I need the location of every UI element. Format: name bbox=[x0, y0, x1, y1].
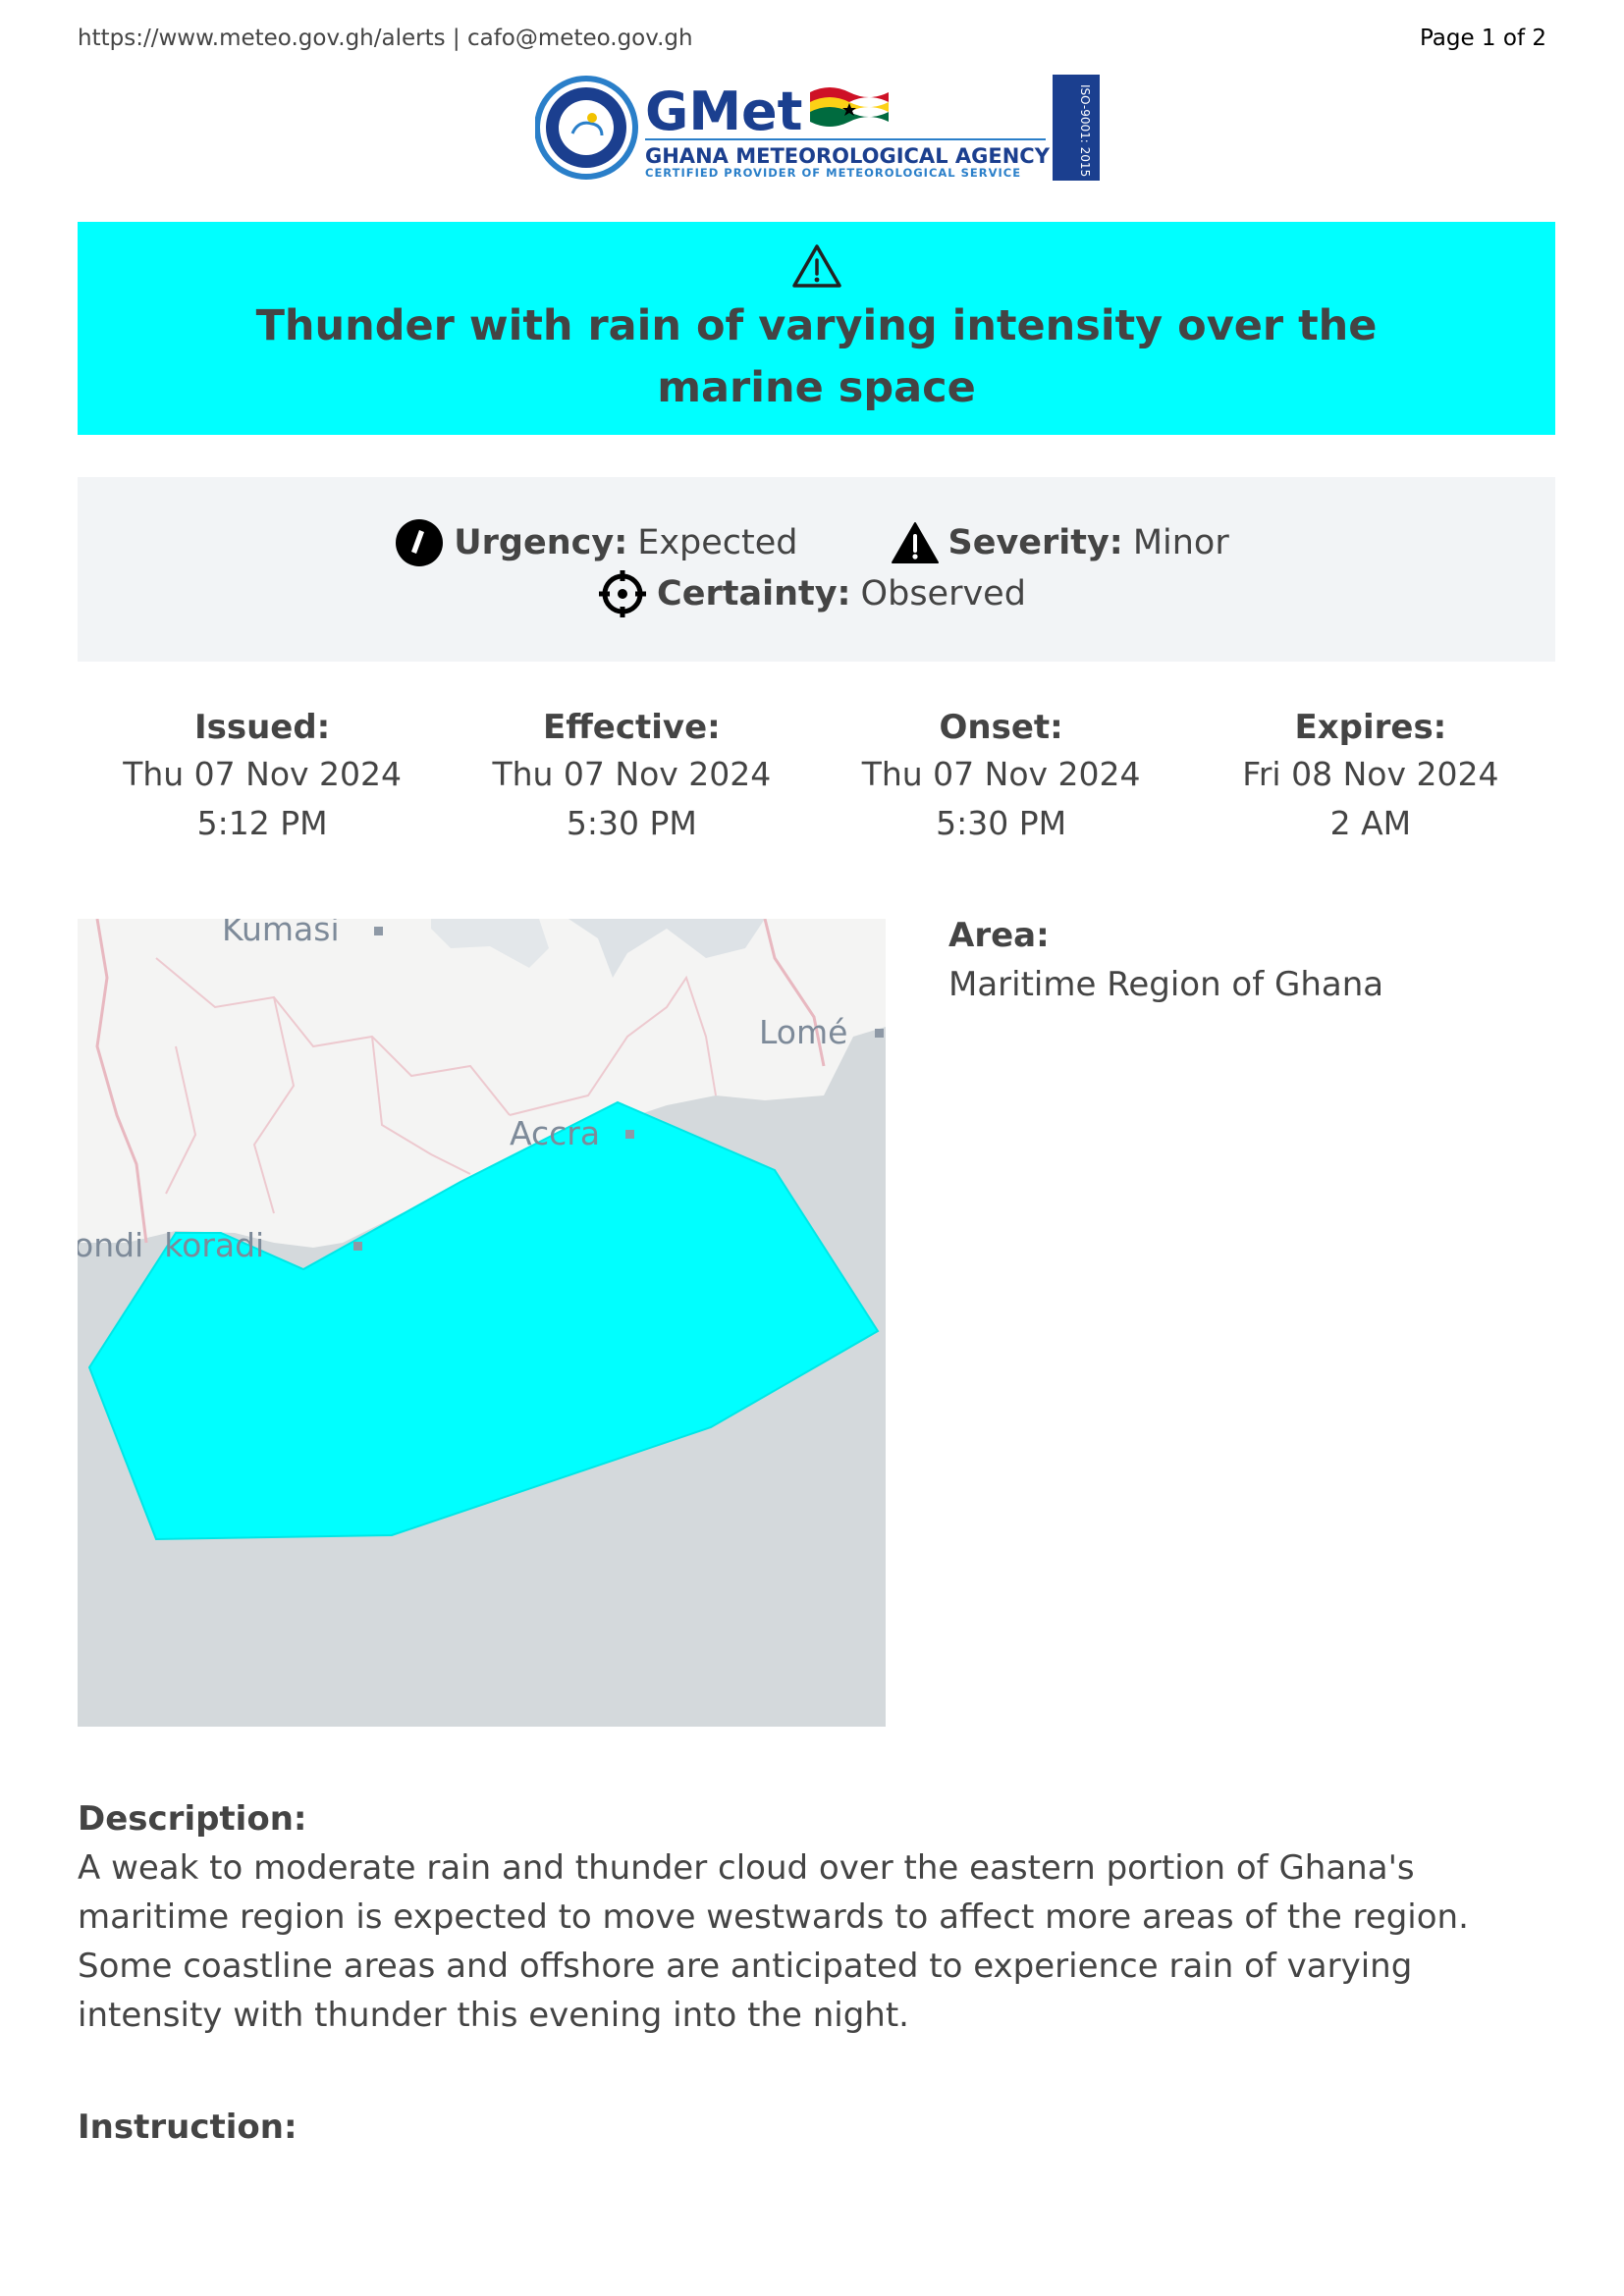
header-url-contact: https://www.meteo.gov.gh/alerts | cafo@meteo.gov.gh bbox=[78, 26, 693, 51]
severity-item bbox=[892, 521, 1229, 564]
meta-row-2 bbox=[0, 569, 1624, 618]
meta-row-1 bbox=[0, 518, 1624, 567]
logo-brand: GMet bbox=[645, 80, 803, 142]
description-label: Description: bbox=[78, 1799, 307, 1839]
onset-time: 5:30 PM bbox=[936, 804, 1067, 842]
gmet-logo bbox=[535, 75, 1100, 181]
city-lome-marker bbox=[875, 1029, 884, 1038]
certainty-label: Certainty: bbox=[657, 574, 851, 614]
severity-value: Minor bbox=[1132, 523, 1229, 562]
description-text: A weak to moderate rain and thunder cloud over the eastern portion of Ghana's maritime region is expected to move westwards to affect more areas of the region. Some coastline areas and offshore are anticipated to experience rain of varying intensity with thunder this evening into the night. bbox=[78, 1848, 1469, 2035]
onset-label: Onset: bbox=[939, 708, 1063, 747]
certainty-item bbox=[598, 569, 1026, 618]
expires-block bbox=[1186, 705, 1555, 852]
logo-agency: GHANA METEOROLOGICAL AGENCY bbox=[645, 144, 1050, 168]
alert-title: Thunder with rain of varying intensity over the marine space bbox=[255, 301, 1378, 412]
issued-label: Issued: bbox=[193, 708, 331, 747]
severity-label: Severity: bbox=[947, 523, 1123, 562]
severity-warning-icon bbox=[892, 521, 939, 564]
certainty-value: Observed bbox=[860, 574, 1026, 614]
alert-times bbox=[78, 705, 1555, 852]
effective-date: Thu 07 Nov 2024 bbox=[492, 755, 772, 793]
issued-time: 5:12 PM bbox=[196, 804, 328, 842]
city-kumasi: Kumasi bbox=[222, 919, 340, 948]
warning-icon bbox=[791, 243, 842, 293]
logo-tagline: CERTIFIED PROVIDER OF METEOROLOGICAL SERVICE bbox=[645, 166, 1022, 180]
city-accra-marker bbox=[625, 1130, 634, 1139]
area-block bbox=[948, 913, 1383, 1011]
city-kumasi-marker bbox=[374, 927, 383, 935]
urgency-item bbox=[395, 518, 797, 567]
area-label: Area: bbox=[948, 916, 1050, 955]
crosshair-icon bbox=[598, 569, 647, 618]
logo-iso: ISO-9001: 2015 bbox=[1078, 84, 1092, 178]
city-accra: Accra bbox=[510, 1114, 601, 1152]
city-takoradi-marker bbox=[353, 1242, 362, 1251]
alert-area-map bbox=[78, 919, 886, 1727]
effective-label: Effective: bbox=[543, 708, 721, 747]
urgency-label: Urgency: bbox=[454, 523, 628, 562]
effective-time: 5:30 PM bbox=[566, 804, 697, 842]
area-value: Maritime Region of Ghana bbox=[948, 965, 1384, 1004]
expires-time: 2 AM bbox=[1329, 804, 1412, 842]
city-takoradi: ondi koradi bbox=[78, 1226, 265, 1264]
issued-block bbox=[78, 705, 447, 852]
clock-icon bbox=[395, 518, 444, 567]
expires-label: Expires: bbox=[1294, 708, 1447, 747]
effective-block bbox=[447, 705, 816, 852]
description-block bbox=[78, 1796, 1555, 2040]
urgency-value: Expected bbox=[637, 523, 798, 562]
page-indicator: Page 1 of 2 bbox=[1419, 26, 1546, 51]
alert-banner bbox=[78, 222, 1555, 435]
instruction-block bbox=[78, 2105, 298, 2150]
issued-date: Thu 07 Nov 2024 bbox=[123, 755, 403, 793]
instruction-label: Instruction: bbox=[78, 2108, 298, 2147]
expires-date: Fri 08 Nov 2024 bbox=[1242, 755, 1499, 793]
onset-date: Thu 07 Nov 2024 bbox=[861, 755, 1141, 793]
page-header bbox=[78, 24, 1546, 53]
onset-block bbox=[817, 705, 1186, 852]
city-lome: Lomé bbox=[759, 1013, 848, 1051]
